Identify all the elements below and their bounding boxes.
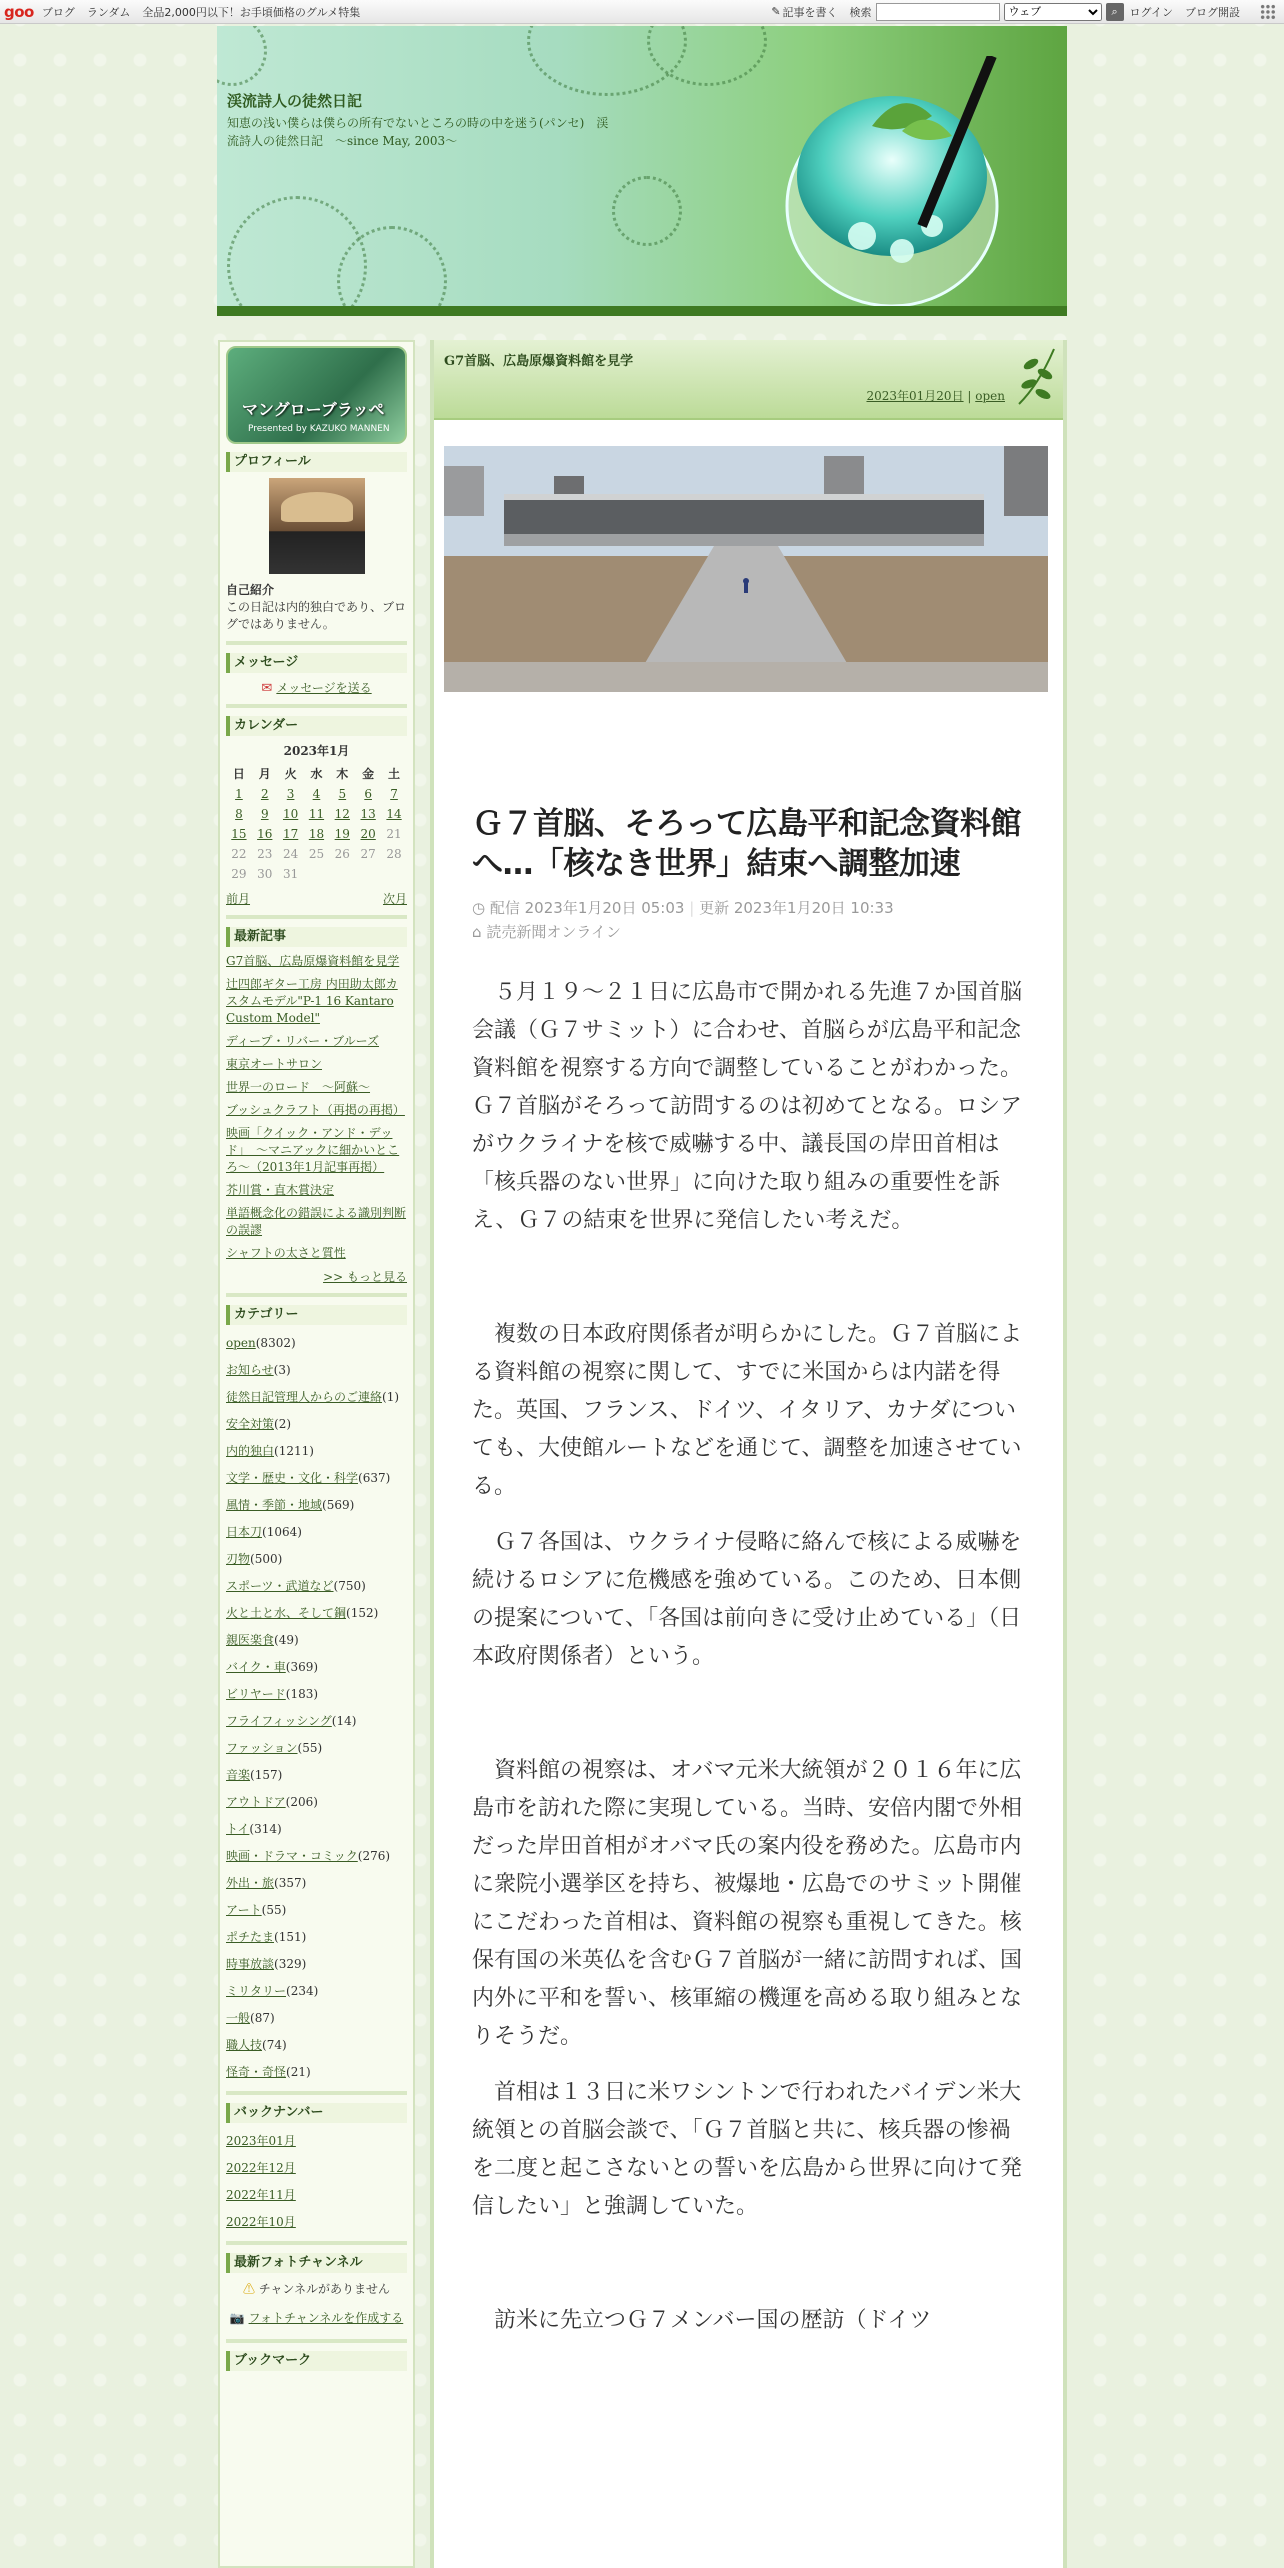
search-icon[interactable]: ⌕	[1106, 3, 1124, 21]
category-item	[226, 1902, 407, 1919]
category-count: (183)	[285, 1687, 319, 1701]
post-title[interactable]: G7首脳、広島原爆資料館を見学	[444, 354, 634, 369]
categories-heading: カテゴリー	[226, 1305, 407, 1325]
open-blog-link[interactable]: ブログ開設	[1185, 5, 1240, 19]
category-item	[226, 1443, 407, 1460]
category-count: (14)	[331, 1714, 357, 1728]
calendar-day[interactable]: 12	[334, 807, 350, 821]
article	[472, 804, 1032, 2340]
backnumber-list	[226, 2133, 407, 2231]
calendar-day[interactable]: 18	[308, 827, 325, 841]
calendar-day[interactable]: 11	[308, 807, 325, 821]
category-count: (21)	[286, 2065, 311, 2079]
calendar-day	[355, 864, 381, 884]
category-count: (500)	[250, 1552, 283, 1566]
category-count: (234)	[286, 1984, 319, 1998]
category-link[interactable]: 時事放談	[226, 1957, 275, 1971]
peace-memorial-museum-photo[interactable]	[444, 446, 1048, 692]
backnumber-link[interactable]: 2022年12月	[226, 2161, 296, 2175]
recent-post-link[interactable]: 辻四郎ギター工房 内田助太郎カスタムモデル"P-1 16 Kantaro Custom Model"	[226, 977, 398, 1025]
category-count: (2)	[274, 1417, 292, 1431]
category-link[interactable]: ファッション	[226, 1741, 298, 1755]
recent-post-link[interactable]: 芥川賞・直木賞決定	[226, 1183, 335, 1197]
category-link[interactable]: 日本刀	[226, 1525, 263, 1539]
apps-grid-icon[interactable]	[1260, 4, 1276, 20]
meta-separator: |	[963, 389, 976, 403]
category-count: (637)	[358, 1471, 391, 1485]
blog-header	[217, 26, 1067, 316]
backnumber-link[interactable]: 2022年10月	[226, 2215, 296, 2229]
backnumber-box	[226, 2103, 407, 2245]
calendar-day[interactable]: 19	[334, 827, 350, 841]
category-count: (1)	[382, 1390, 400, 1404]
post-category-link[interactable]: open	[975, 389, 1005, 403]
lace-decoration	[612, 176, 682, 246]
article-paragraph: 資料館の視察は、オバマ元米大統領が２０１６年に広島市を訪れた際に実現している。当時、安倍内閣で外相だった岸田首相がオバマ氏の案内役を務めた。広島市内に衆院小選挙区を持ち、被爆地・広島でのサミット開催にこだわった首相は、資料館の視察も重視してきた。核保有国の米英仏を含むＧ７首脳が一緒に訪問すれば、国内外に平和を誓い、核軍縮の機運を高める取り組みとなりそうだ。	[472, 1758, 1023, 2049]
calendar-day	[381, 864, 407, 884]
category-item	[226, 1929, 407, 1946]
divider	[226, 2339, 407, 2343]
sidebar	[218, 340, 415, 2568]
calendar-prev-link[interactable]: 前月	[226, 892, 251, 906]
recent-post-link[interactable]: ディープ・リバー・ブルーズ	[226, 1034, 380, 1048]
category-link[interactable]: お知らせ	[226, 1363, 274, 1377]
article-paragraph: 複数の日本政府関係者が明らかにした。Ｇ７首脳による資料館の視察に関して、すでに米国からは内諾を得た。英国、フランス、ドイツ、イタリア、カナダについても、大使館ルートなどを通じて、調整を加速させている。	[472, 1322, 1023, 1499]
calendar-day: 28	[386, 847, 402, 861]
category-count: (569)	[322, 1498, 355, 1512]
category-count: (87)	[250, 2011, 275, 2025]
recent-post-link[interactable]: G7首脳、広島原爆資料館を見学	[226, 954, 400, 968]
recent-posts-box	[226, 927, 407, 1297]
topbar-right	[771, 3, 1284, 21]
calendar-day[interactable]: 7	[390, 787, 398, 801]
article-paragraph: ５月１９～２１日に広島市で開かれる先進７か国首脳会議（Ｇ７サミット）に合わせ、首脳らが広島平和記念資料館を視察する方向で調整していることがわかった。Ｇ７首脳がそろって訪問するのは初めてとなる。ロシアがウクライナを核で威嚇する中、議長国の岸田首相は「核兵器のない世界」に向けた取り組みの重要性を訴え、Ｇ７の結束を世界に発信したい考えだ。	[472, 980, 1023, 1233]
category-item	[226, 1983, 407, 2000]
recent-posts-list	[226, 953, 407, 1262]
recent-post-link[interactable]: ブッシュクラフト（再掲の再掲）	[226, 1103, 405, 1117]
calendar-month: 2023年1月	[283, 744, 350, 758]
calendar-day[interactable]: 4	[312, 787, 321, 801]
calendar-weekday: 水	[310, 767, 323, 781]
category-count: (151)	[274, 1930, 307, 1944]
category-item	[226, 2037, 407, 2054]
photo-channel-heading: 最新フォトチャンネル	[226, 2253, 407, 2273]
category-item	[226, 2064, 407, 2081]
more-posts-link[interactable]: >> もっと見る	[323, 1270, 407, 1284]
category-link[interactable]: 親医楽食	[226, 1633, 275, 1647]
recent-post-link[interactable]: 単語概念化の錯誤による識別判断の誤謬	[226, 1206, 407, 1237]
category-link[interactable]: 映画・ドラマ・コミック	[226, 1849, 358, 1863]
article-paragraph: Ｇ７各国は、ウクライナ侵略に絡んで核による威嚇を続けるロシアに危機感を強めている。このため、日本側の提案について、「各国は前向きに受け止めている」（日本政府関係者）という。	[472, 1530, 1022, 1669]
write-post-link[interactable]: 記事を書く	[782, 5, 838, 19]
category-link[interactable]: 火と土と水、そして鋼	[226, 1606, 347, 1620]
camera-icon: 📷	[229, 2311, 245, 2325]
category-item	[226, 1767, 407, 1784]
category-link[interactable]: 一般	[226, 2011, 251, 2025]
category-count: (369)	[285, 1660, 319, 1674]
leaf-icon	[1009, 344, 1059, 414]
calendar-weekday: 木	[336, 767, 349, 781]
article-paragraph: 訪米に先立つＧ７メンバー国の歴訪（ドイツ	[494, 2308, 932, 2333]
blog-title[interactable]: 渓流詩人の徒然日記	[227, 92, 363, 110]
blog-description: 知恵の浅い僕らは僕らの所有でないところの時の中を迷う(パンセ) 渓流詩人の徒然日記 ～since May, 2003～	[227, 116, 609, 148]
search-label: 検索	[849, 5, 872, 19]
divider	[226, 641, 407, 645]
category-item	[226, 1551, 407, 1568]
category-count: (49)	[274, 1633, 299, 1647]
topbar-link-gourmet[interactable]: 全品2,000円以下！お手頃価格のグルメ特集	[142, 5, 361, 19]
calendar-day: 30	[257, 867, 273, 881]
article-byline: ◷ 配信 2023年1月20日 05:03 | 更新 2023年1月20日 10:33 ⌂ 読売新聞オンライン	[472, 899, 894, 941]
category-count: (3)	[273, 1363, 291, 1377]
calendar-day: 21	[386, 827, 402, 841]
message-heading: メッセージ	[226, 653, 407, 673]
category-item	[226, 1956, 407, 1973]
banner-subtitle: Presented by KAZUKO MANNEN	[248, 424, 390, 434]
categories-box	[226, 1305, 407, 2095]
divider	[226, 1293, 407, 1297]
calendar-day: 26	[334, 847, 350, 861]
goo-logo[interactable]: goo	[4, 2, 34, 21]
calendar-day[interactable]: 9	[260, 807, 269, 821]
category-link[interactable]: open	[226, 1336, 256, 1350]
calendar-day[interactable]: 14	[386, 807, 402, 821]
category-link[interactable]: バイク・車	[226, 1660, 286, 1674]
category-link[interactable]: 内的独白	[226, 1444, 275, 1458]
calendar-day: 31	[282, 867, 299, 881]
login-link[interactable]: ログイン	[1129, 5, 1173, 19]
category-link[interactable]: 徒然日記管理人からのご連絡	[226, 1390, 383, 1404]
category-count: (750)	[333, 1579, 366, 1593]
category-item	[226, 1659, 407, 1676]
search-input[interactable]	[876, 3, 1000, 21]
category-item	[226, 1605, 407, 1622]
calendar-day: 23	[257, 847, 273, 861]
post-header	[434, 340, 1063, 420]
category-item	[226, 1848, 407, 1865]
article-headline: Ｇ７首脳、そろって広島平和記念資料館へ…「核なき世界」結束へ調整加速	[472, 806, 1021, 882]
topbar-link-random[interactable]: ランダム	[86, 5, 131, 19]
calendar-day[interactable]: 10	[282, 807, 299, 821]
warning-icon: ⚠	[242, 2282, 255, 2296]
divider	[226, 704, 407, 708]
search-scope-select[interactable]	[1004, 3, 1102, 21]
recent-post-link[interactable]: 東京オートサロン	[226, 1057, 323, 1071]
divider	[226, 2241, 407, 2245]
calendar-day[interactable]: 5	[338, 787, 347, 801]
category-item	[226, 1740, 407, 1757]
backnumber-heading: バックナンバー	[226, 2103, 407, 2123]
calendar-box	[226, 716, 407, 919]
category-count: (152)	[346, 1606, 379, 1620]
calendar-day: 27	[360, 847, 376, 861]
profile-intro-title: 自己紹介	[226, 583, 275, 597]
category-link[interactable]: スポーツ・武道など	[226, 1579, 334, 1593]
clock-icon: ◷	[472, 899, 486, 917]
category-link[interactable]: ミリタリー	[226, 1984, 287, 1998]
calendar-day	[304, 864, 330, 884]
calendar-day[interactable]: 1	[235, 787, 243, 801]
sidebar-banner[interactable]	[226, 346, 407, 444]
category-item	[226, 1362, 407, 1379]
send-message-label: メッセージを送る	[276, 681, 372, 695]
calendar-heading: カレンダー	[226, 716, 407, 736]
bookmark-heading: ブックマーク	[226, 2351, 407, 2371]
category-link[interactable]: 安全対策	[226, 1417, 275, 1431]
main-content	[430, 340, 1067, 2568]
calendar-day[interactable]: 8	[235, 807, 243, 821]
calendar-day[interactable]: 15	[231, 827, 247, 841]
source-icon: ⌂	[472, 923, 482, 941]
categories-list	[226, 1335, 407, 2081]
category-link[interactable]: フライフィッシング	[226, 1714, 332, 1728]
mail-icon: ✉	[261, 681, 273, 696]
create-photo-channel-link[interactable]	[226, 2310, 407, 2327]
category-item	[226, 1578, 407, 1595]
category-link[interactable]: アート	[226, 1903, 262, 1917]
calendar-day[interactable]: 6	[364, 787, 372, 801]
divider	[226, 2091, 407, 2095]
recent-heading: 最新記事	[226, 927, 407, 947]
category-link[interactable]: 怪奇・奇怪	[226, 2065, 287, 2079]
category-count: (55)	[297, 1741, 323, 1755]
calendar-day[interactable]: 20	[360, 827, 376, 841]
category-item	[226, 1794, 407, 1811]
calendar-next-link[interactable]: 次月	[382, 892, 407, 906]
photo-channel-empty	[226, 2281, 407, 2298]
category-link[interactable]: 風情・季節・地域	[226, 1498, 323, 1512]
calendar-weekday: 日	[232, 767, 245, 781]
category-link[interactable]: 刃物	[226, 1552, 251, 1566]
calendar-nav	[226, 890, 407, 907]
post-meta	[866, 387, 1005, 404]
calendar-day[interactable]: 17	[282, 827, 299, 841]
category-count: (314)	[249, 1822, 282, 1836]
category-link[interactable]: アウトドア	[226, 1795, 286, 1809]
calendar-weekday: 土	[388, 767, 401, 781]
category-item	[226, 2010, 407, 2027]
category-link[interactable]: 職人技	[226, 2038, 263, 2052]
category-item	[226, 1713, 407, 1730]
calendar-day[interactable]: 13	[360, 807, 376, 821]
category-count: (276)	[357, 1849, 391, 1863]
calendar-day[interactable]: 16	[257, 827, 273, 841]
category-count: (206)	[285, 1795, 318, 1809]
category-count: (157)	[250, 1768, 283, 1782]
calendar-weekday: 金	[362, 767, 375, 781]
calendar-table	[226, 763, 407, 884]
calendar-day: 24	[282, 847, 299, 861]
category-count: (1064)	[262, 1525, 302, 1539]
recent-post-link[interactable]: シャフトの太さと質性	[226, 1246, 346, 1260]
recent-post-link[interactable]: 映画「クイック・アンド・デッド」 ～マニアックに細かいところ～（2013年1月記事再掲）	[226, 1126, 400, 1174]
calendar-weekday: 月	[258, 767, 271, 781]
article-paragraph: 首相は１３日に米ワシントンで行われたバイデン米大統領との首脳会談で、「Ｇ７首脳と共に、核兵器の惨禍を二度と起こさないとの誓いを広島から世界に向けて発信したい」と強調していた。	[472, 2080, 1023, 2219]
shaved-ice-illustration	[752, 56, 1032, 316]
category-link[interactable]: 音楽	[226, 1768, 251, 1782]
photo-channel-box	[226, 2253, 407, 2343]
published-time: 配信 2023年1月20日 05:03	[489, 899, 685, 917]
post-date-link[interactable]: 2023年01月20日	[866, 389, 964, 403]
category-count: (357)	[274, 1876, 307, 1890]
category-item	[226, 1497, 407, 1514]
category-link[interactable]: ポチたま	[226, 1930, 275, 1944]
profile-intro-text: この日記は内的独白であり、ブログではありません。	[226, 600, 407, 631]
category-item	[226, 1524, 407, 1541]
updated-time: 更新 2023年1月20日 10:33	[699, 899, 894, 917]
category-count: (55)	[261, 1903, 287, 1917]
category-item	[226, 1470, 407, 1487]
backnumber-link[interactable]: 2023年01月	[226, 2134, 296, 2148]
divider	[226, 915, 407, 919]
profile-heading: プロフィール	[226, 452, 407, 472]
bookmark-box	[226, 2351, 407, 2371]
global-topbar	[0, 0, 1284, 24]
send-message-link[interactable]	[226, 679, 407, 696]
create-photo-channel-label: フォトチャンネルを作成する	[248, 2311, 404, 2325]
calendar-day: 29	[231, 867, 247, 881]
pencil-icon: ✎	[771, 5, 781, 18]
message-box	[226, 653, 407, 708]
calendar-day: 25	[308, 847, 325, 861]
category-item	[226, 1389, 407, 1406]
category-item	[226, 1686, 407, 1703]
category-item	[226, 1416, 407, 1433]
calendar-weekday: 火	[284, 767, 297, 781]
backnumber-link[interactable]: 2022年11月	[226, 2188, 296, 2202]
category-count: (1211)	[274, 1444, 314, 1458]
category-count: (8302)	[255, 1336, 296, 1350]
category-item	[226, 1875, 407, 1892]
category-item	[226, 1335, 407, 1352]
category-item	[226, 1632, 407, 1649]
category-count: (74)	[262, 2038, 287, 2052]
category-link[interactable]: 外出・旅	[226, 1876, 275, 1890]
profile-box	[226, 452, 407, 645]
article-source: 読売新聞オンライン	[486, 923, 621, 941]
recent-post-link[interactable]: 世界一のロード ～阿蘇～	[226, 1080, 371, 1094]
category-link[interactable]: トイ	[226, 1822, 250, 1836]
category-link[interactable]: ビリヤード	[226, 1687, 286, 1701]
calendar-day	[329, 864, 355, 884]
avatar[interactable]	[269, 478, 365, 574]
photo-channel-empty-text: チャンネルがありません	[258, 2282, 391, 2296]
category-item	[226, 1821, 407, 1838]
banner-title: マングローブラッペ	[242, 400, 385, 419]
lace-decoration	[217, 26, 267, 86]
topbar-link-blog[interactable]: ブログ	[41, 5, 75, 19]
header-bottom-bar	[217, 306, 1067, 316]
category-link[interactable]: 文学・歴史・文化・科学	[226, 1471, 359, 1485]
calendar-day: 22	[231, 847, 247, 861]
calendar-day[interactable]: 2	[260, 787, 269, 801]
calendar-day[interactable]: 3	[286, 787, 295, 801]
category-count: (329)	[274, 1957, 307, 1971]
